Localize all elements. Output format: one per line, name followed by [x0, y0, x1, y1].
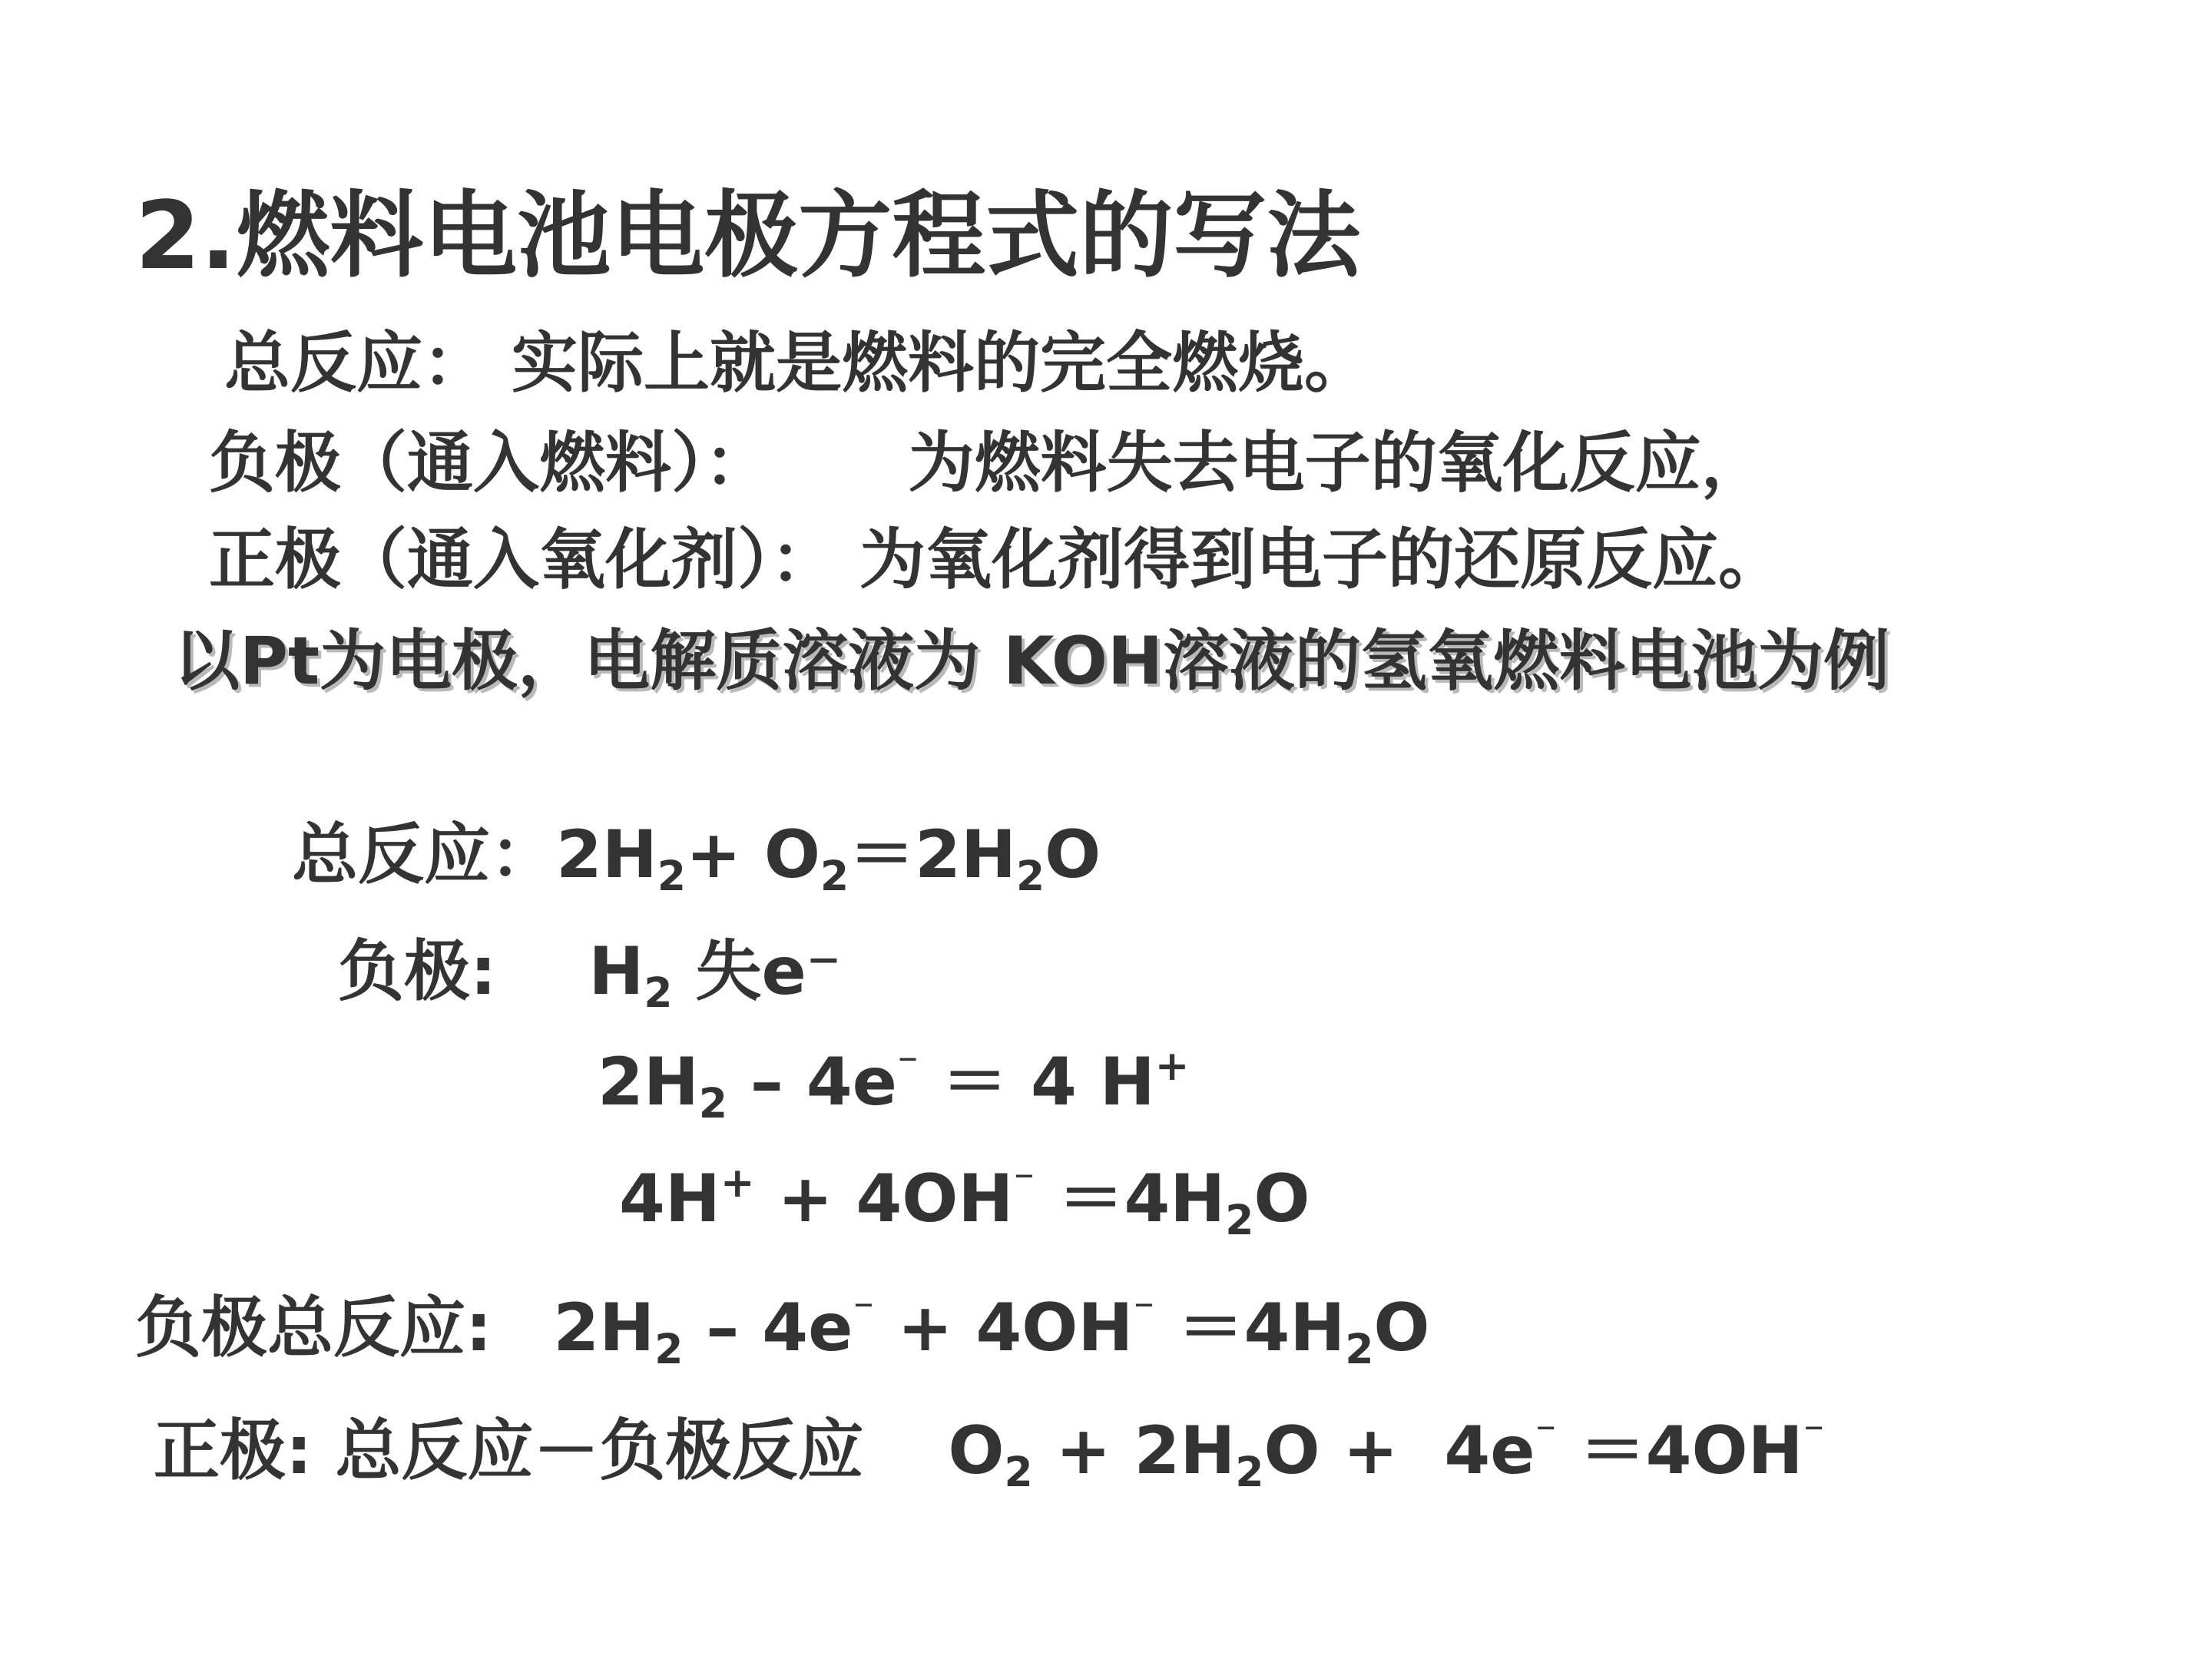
page-title: 2.燃料电池电极方程式的写法 — [135, 181, 1361, 290]
positive-electrode-equation: 正极: 总反应－负极反应 $O_2 + 2H_2O + 4e^{^-} =4OH^{^-}$ — [154, 1411, 1825, 1497]
positive-electrode-label: 正极: 总反应－负极反应 — [154, 1412, 864, 1489]
negative-total-equation: 负极总反应: $2H_2 - 4e^{^-} + 4OH^{^-} =4H_2O$ — [135, 1288, 1430, 1374]
example-note: 以Pt为电极，电解质溶液为 KOH溶液的氢氧燃料电池为例 — [174, 623, 1889, 700]
negative-half-equation-1: $2H_2 - 4e^{^-} = 4$ H+ — [598, 1042, 1190, 1128]
negative-half-equation-2: $4H^+ + 4OH^{^-} =4H_2O$ — [619, 1159, 1310, 1245]
negative-total-label: 负极总反应: — [135, 1290, 492, 1366]
lost-electrons-text: 失e⁻ — [695, 933, 842, 1010]
total-reaction-label: 总反应： — [292, 816, 556, 893]
negative-electrode-label: 负极: — [338, 933, 497, 1010]
negative-electrode-line: 负极: $H_2$ 失e⁻ — [338, 933, 842, 1018]
overall-reaction-note: 总反应： 实际上就是燃料的完全燃烧。 — [224, 325, 1370, 402]
negative-electrode-note: 负极（通入燃料）： 为燃料失去电子的氧化反应， — [209, 425, 1767, 502]
positive-electrode-note: 正极（通入氧化剂）： 为氧化剂得到电子的还原反应。 — [209, 522, 1784, 598]
total-reaction-equation: 总反应：$2H_2+ O_2=2H_2O$ — [292, 816, 1101, 901]
